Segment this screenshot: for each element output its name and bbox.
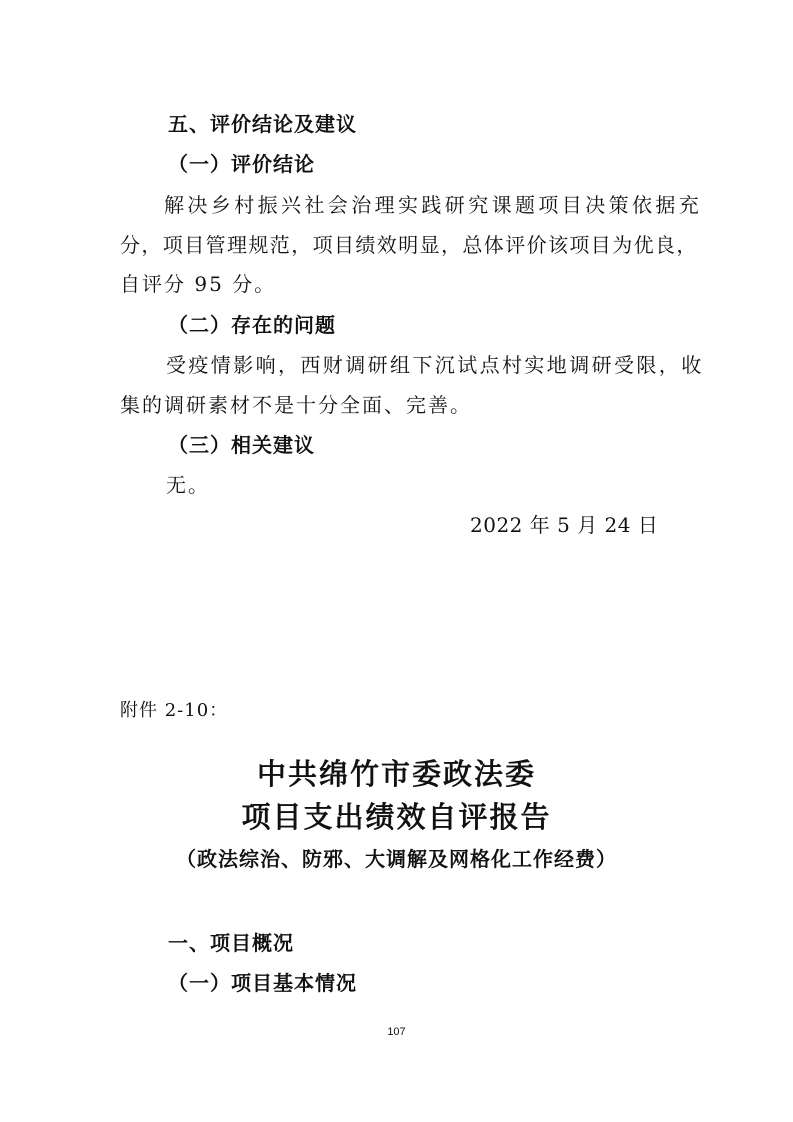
document-title-line1: 中共绵竹市委政法委 bbox=[256, 757, 536, 791]
page-number: 107 bbox=[387, 1026, 406, 1038]
subheading-basic-info: （一）项目基本情况 bbox=[168, 971, 357, 995]
document-title-line2: 项目支出绩效自评报告 bbox=[241, 800, 552, 834]
paragraph-line: 分，项目管理规范，项目绩效明显，总体评价该项目为优良， bbox=[120, 233, 698, 257]
section-heading-evaluation-conclusion: 五、评价结论及建议 bbox=[168, 112, 357, 136]
paragraph-line: 集的调研素材不是十分全面、完善。 bbox=[120, 393, 472, 417]
paragraph-line: 解决乡村振兴社会治理实践研究课题项目决策依据充 bbox=[164, 193, 703, 217]
paragraph-line: 受疫情影响，西财调研组下沉试点村实地调研受限，收 bbox=[166, 353, 704, 377]
document-subtitle: （政法综治、防邪、大调解及网格化工作经费） bbox=[176, 847, 617, 871]
paragraph-line: 自评分 95 分。 bbox=[120, 272, 277, 296]
subheading-existing-problems: （二）存在的问题 bbox=[168, 313, 336, 337]
report-date: 2022 年 5 月 24 日 bbox=[470, 513, 659, 537]
suggestion-text: 无。 bbox=[166, 473, 210, 497]
subheading-conclusion: （一）评价结论 bbox=[168, 152, 315, 176]
attachment-label: 附件 2-10： bbox=[120, 700, 229, 721]
section-heading-project-overview: 一、项目概况 bbox=[168, 931, 294, 955]
subheading-related-suggestions: （三）相关建议 bbox=[168, 433, 315, 457]
